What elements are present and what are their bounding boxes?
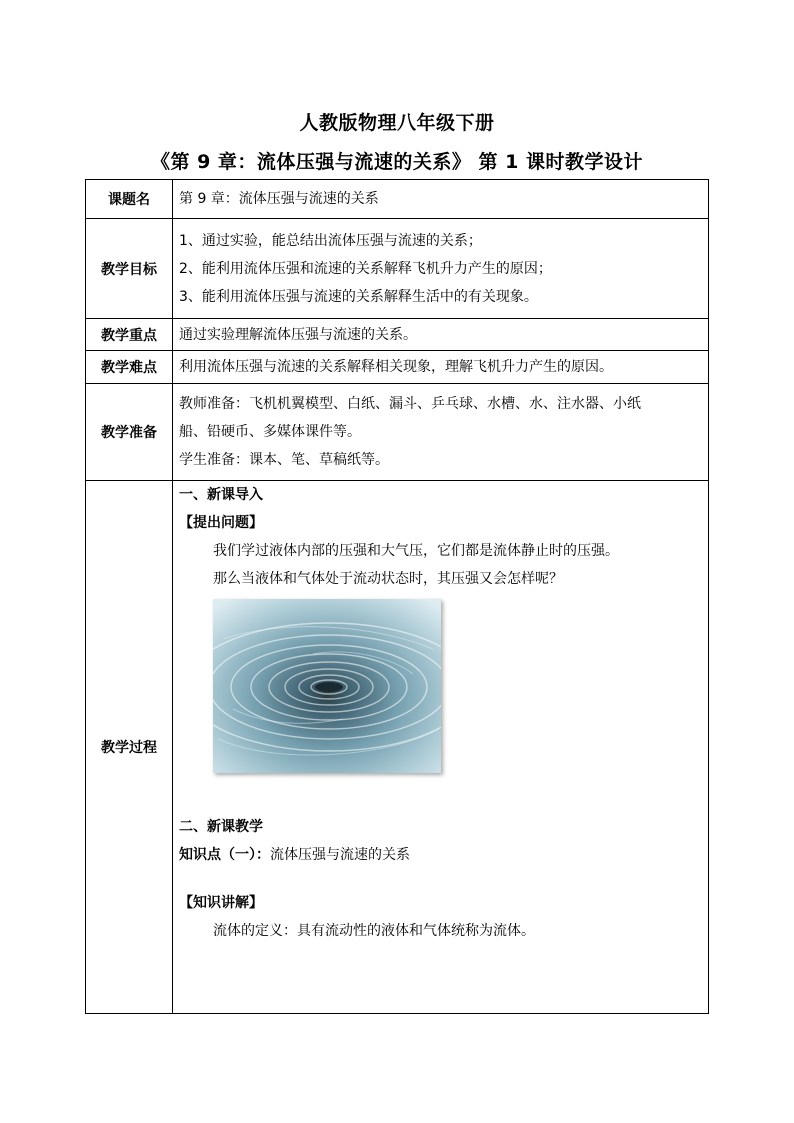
question-text: 我们学过液体内部的压强和大气压，它们都是流体静止时的压强。 — [213, 543, 619, 559]
label-difficulty: 教学难点 — [86, 351, 173, 384]
knowledge-point-text: 流体压强与流速的关系 — [270, 847, 410, 863]
document-subtitle: 《第 9 章：流体压强与流速的关系》 第 1 课时教学设计 — [150, 151, 643, 173]
objective-item: 2、能利用流体压强和流速的关系解释飞机升力产生的原因； — [179, 260, 552, 277]
explanation-heading: 【知识讲解】 — [179, 895, 263, 911]
table-row-key-point — [86, 319, 709, 351]
section-heading: 二、新课教学 — [179, 819, 263, 835]
knowledge-point-label: 知识点（一）： — [179, 847, 270, 863]
raise-question-heading: 【提出问题】 — [179, 515, 263, 531]
label-topic: 课题名 — [86, 180, 173, 219]
lesson-plan-table — [85, 179, 709, 1014]
value-preparation — [173, 384, 709, 481]
question-text: 那么当液体和气体处于流动状态时，其压强又会怎样呢？ — [213, 571, 563, 587]
value-difficulty: 利用流体压强与流速的关系解释相关现象，理解飞机升力产生的原因。 — [173, 351, 709, 384]
table-row-objectives — [86, 219, 709, 319]
student-prep: 学生准备：课本、笔、草稿纸等。 — [179, 452, 389, 468]
value-topic: 第 9 章：流体压强与流速的关系 — [173, 180, 709, 219]
objective-item: 3、能利用流体压强与流速的关系解释生活中的有关现象。 — [179, 288, 538, 305]
label-key-point: 教学重点 — [86, 319, 173, 351]
section-heading: 一、新课导入 — [179, 487, 263, 503]
teacher-prep-line: 船、铅硬币、多媒体课件等。 — [179, 424, 361, 440]
knowledge-point — [179, 841, 702, 869]
label-preparation: 教学准备 — [86, 384, 173, 481]
table-row-preparation — [86, 384, 709, 481]
value-objectives — [173, 219, 709, 319]
objective-item: 1、通过实验，能总结出流体压强与流速的关系； — [179, 232, 482, 249]
document-title: 人教版物理八年级下册 — [299, 112, 495, 134]
whirlpool-image — [213, 599, 441, 773]
label-process: 教学过程 — [86, 481, 173, 1014]
table-row-topic — [86, 180, 709, 219]
table-row-process — [86, 481, 709, 1014]
table-row-difficulty — [86, 351, 709, 384]
fluid-definition: 流体的定义：具有流动性的液体和气体统称为流体。 — [213, 923, 535, 939]
label-objectives: 教学目标 — [86, 219, 173, 319]
value-process — [173, 481, 709, 1014]
value-key-point: 通过实验理解流体压强与流速的关系。 — [173, 319, 709, 351]
teacher-prep-line: 教师准备：飞机机翼模型、白纸、漏斗、乒乓球、水槽、水、注水器、小纸 — [179, 396, 641, 412]
